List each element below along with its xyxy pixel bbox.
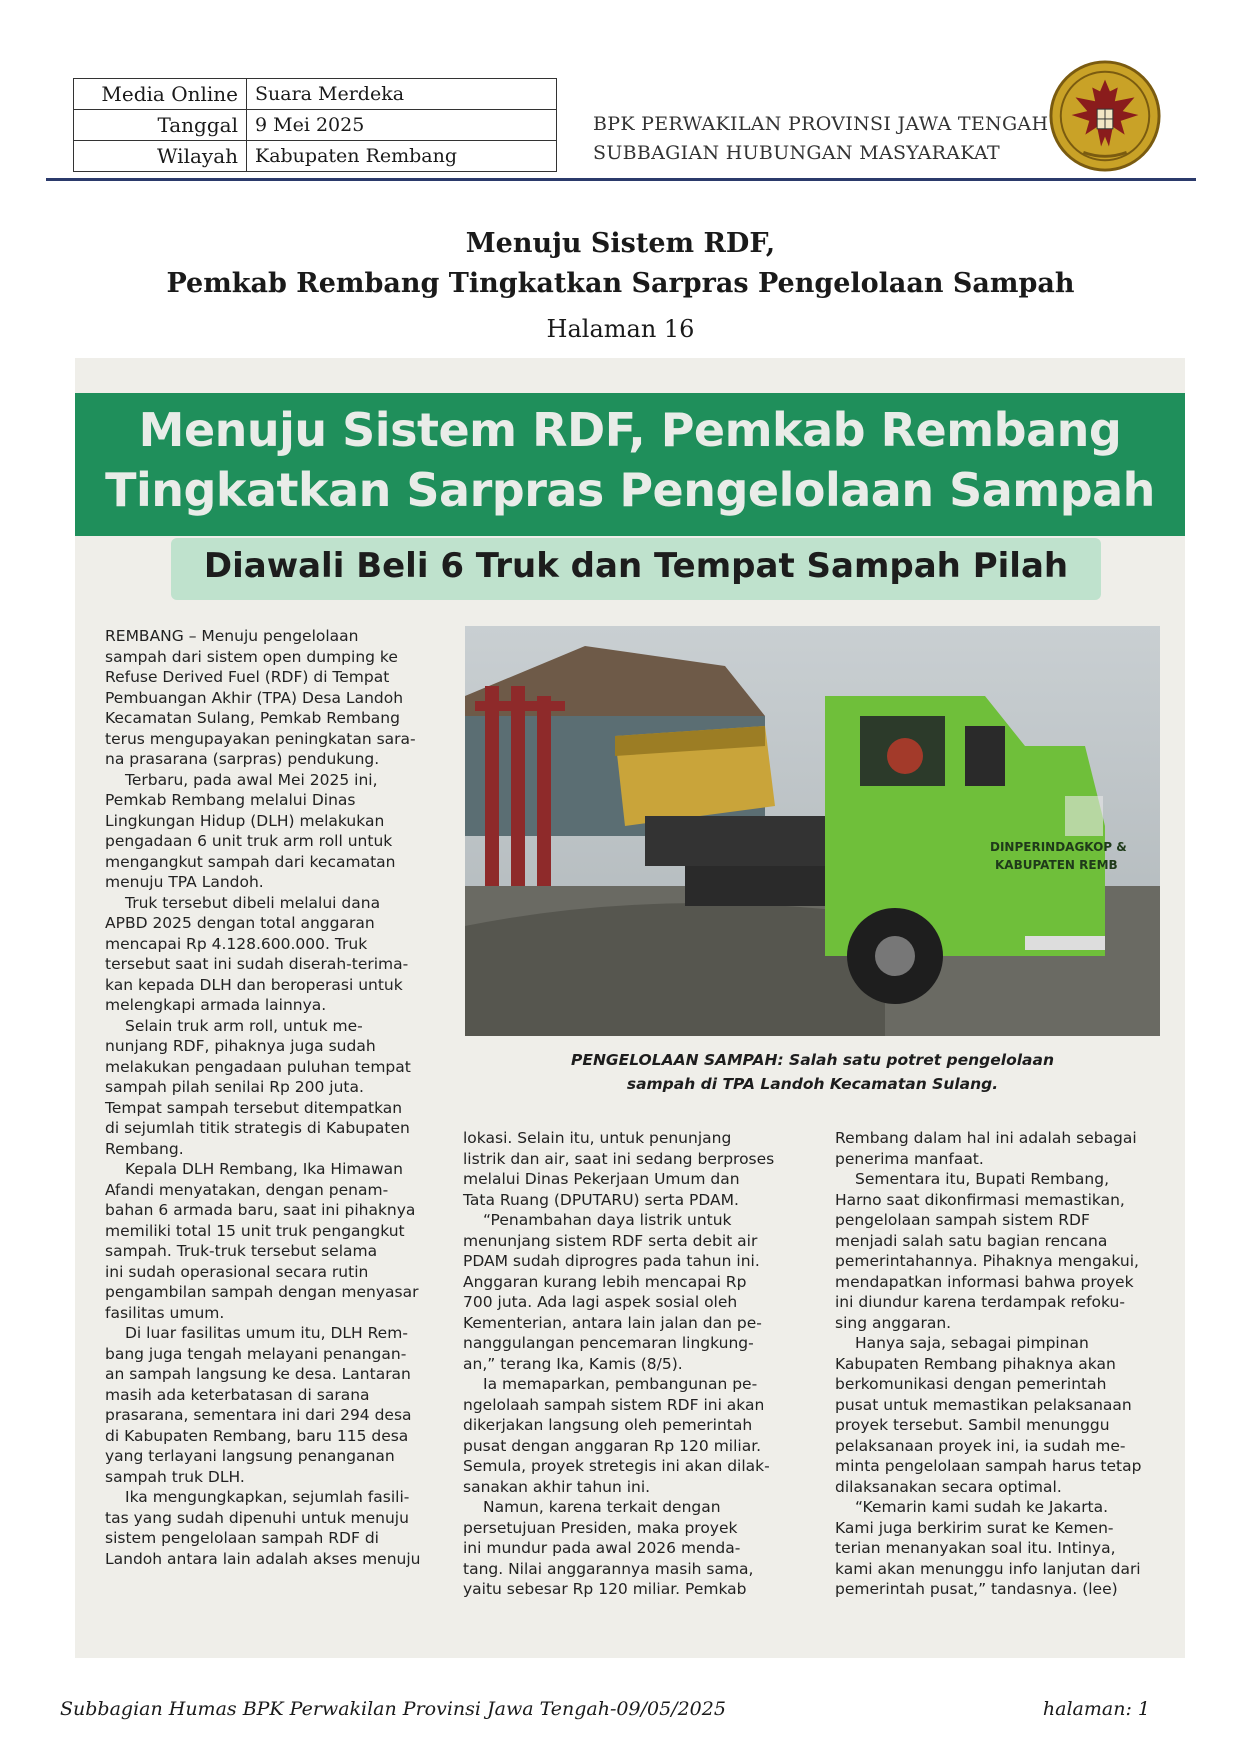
- header-divider: [46, 178, 1196, 181]
- garbage-truck-photo: [465, 626, 1160, 1036]
- subheadline: Diawali Beli 6 Truk dan Tempat Sampah Pilah: [203, 546, 1069, 586]
- banner-headline-line: Menuju Sistem RDF, Pemkab Rembang: [138, 403, 1122, 457]
- article-line: yaitu sebesar Rp 120 miliar. Pemkab: [463, 1580, 747, 1598]
- meta-label: Wilayah: [74, 141, 247, 172]
- article-line: Lingkungan Hidup (DLH) melakukan: [105, 811, 385, 830]
- article-line: “Penambahan daya listrik untuk: [483, 1211, 732, 1229]
- article-line: Kepala DLH Rembang, Ika Himawan: [125, 1160, 403, 1178]
- article-line: sistem pengelolaan sampah RDF di: [105, 1529, 379, 1547]
- org-line: SUBBAGIAN HUBUNGAN MASYARAKAT: [593, 142, 1000, 164]
- article-line: Semula, proyek stretegis ini akan dilak-: [463, 1457, 770, 1475]
- article-line: listrik dan air, saat ini sedang berproses: [463, 1149, 775, 1168]
- article-paragraph: [105, 770, 420, 893]
- article-line: Kami juga berkirim surat ke Kemen-: [835, 1518, 1114, 1537]
- article-line: sampah dari sistem open dumping ke: [105, 647, 398, 666]
- article-line: mendapatkan informasi bahwa proyek: [835, 1272, 1134, 1291]
- media-info-table: [73, 78, 557, 172]
- garuda-emblem-logo: [1046, 58, 1164, 174]
- article-line: na prasarana (sarpras) pendukung.: [105, 750, 380, 768]
- article-paragraph: [463, 1210, 774, 1374]
- article-line: ini mundur pada awal 2026 menda-: [463, 1539, 741, 1557]
- caption-line: sampah di TPA Landoh Kecamatan Sulang.: [626, 1075, 999, 1093]
- article-line: ini diundur karena terdampak refoku-: [835, 1293, 1125, 1311]
- article-line: Selain truk arm roll, untuk me-: [125, 1016, 363, 1035]
- article-line: Landoh antara lain adalah akses menuju: [105, 1549, 421, 1568]
- article-line: penerima manfaat.: [835, 1149, 984, 1168]
- article-line: menuju TPA Landoh.: [105, 873, 264, 891]
- article-paragraph: [105, 626, 420, 770]
- article-paragraph: [835, 1333, 1141, 1497]
- article-line: Kementerian, antara lain jalan dan pe-: [463, 1313, 762, 1332]
- article-line: kan kepada DLH dan beroperasi untuk: [105, 975, 403, 994]
- article-line: memiliki total 15 unit truk pengangkut: [105, 1221, 405, 1240]
- organization-name: [593, 110, 1048, 168]
- article-line: APBD 2025 dengan total anggaran: [105, 914, 375, 932]
- article-line: REMBANG – Menuju pengelolaan: [105, 627, 359, 645]
- document-title: [0, 224, 1241, 304]
- meta-label: Media Online: [74, 79, 247, 110]
- article-line: Truk tersebut dibeli melalui dana: [125, 893, 381, 912]
- meta-row: [74, 79, 557, 110]
- article-line: sanakan akhir tahun ini.: [463, 1477, 651, 1496]
- article-paragraph: [835, 1169, 1141, 1333]
- article-line: Rembang.: [105, 1139, 184, 1158]
- article-paragraph: [105, 1323, 420, 1487]
- article-line: Anggaran kurang lebih mencapai Rp: [463, 1272, 747, 1291]
- meta-value: Kabupaten Rembang: [247, 141, 557, 172]
- article-line: Pemkab Rembang melalui Dinas: [105, 791, 356, 809]
- article-line: dilaksanakan secara optimal.: [835, 1477, 1062, 1496]
- banner-headline-line: Tingkatkan Sarpras Pengelolaan Sampah: [105, 463, 1155, 517]
- article-line: Tata Ruang (DPUTARU) serta PDAM.: [463, 1190, 739, 1209]
- article-line: Afandi menyatakan, dengan penam-: [105, 1180, 389, 1199]
- article-paragraph: [463, 1497, 774, 1600]
- article-line: masih ada keterbatasan di sarana: [105, 1385, 370, 1404]
- article-line: melakukan pengadaan puluhan tempat: [105, 1057, 411, 1076]
- article-paragraph: [463, 1128, 774, 1210]
- article-line: Kabupaten Rembang pihaknya akan: [835, 1354, 1116, 1373]
- article-line: terus mengupayakan peningkatan sara-: [105, 729, 416, 748]
- article-line: sampah truk DLH.: [105, 1467, 245, 1486]
- article-line: nunjang RDF, pihaknya juga sudah: [105, 1037, 376, 1055]
- article-line: Rembang dalam hal ini adalah sebagai: [835, 1129, 1137, 1147]
- article-line: di Kabupaten Rembang, baru 115 desa: [105, 1426, 409, 1445]
- article-line: an,” terang Ika, Kamis (8/5).: [463, 1354, 683, 1373]
- article-line: pusat dengan anggaran Rp 120 miliar.: [463, 1436, 762, 1455]
- article-line: pengadaan 6 unit truk arm roll untuk: [105, 832, 393, 850]
- caption-line: PENGELOLAAN SAMPAH: Salah satu potret pengelolaan: [571, 1051, 1054, 1069]
- article-line: menunjang sistem RDF serta debit air: [463, 1231, 758, 1250]
- article-line: sampah pilah senilai Rp 200 juta.: [105, 1078, 364, 1096]
- meta-value: Suara Merdeka: [247, 79, 557, 110]
- article-line: minta pengelolaan sampah harus tetap: [835, 1457, 1142, 1475]
- meta-label: Tanggal: [74, 110, 247, 141]
- article-line: Ika mengungkapkan, sejumlah fasili-: [125, 1488, 410, 1506]
- footer-source: Subbagian Humas BPK Perwakilan Provinsi Jawa Tengah-09/05/2025: [60, 1698, 726, 1720]
- article-line: kami akan menunggu info lanjutan dari: [835, 1559, 1141, 1578]
- article-paragraph: [105, 1487, 420, 1569]
- article-paragraph: [463, 1374, 774, 1497]
- truck-door-text: DINPERINDAGKOP &: [990, 840, 1127, 854]
- photo-caption: [465, 1048, 1160, 1096]
- article-line: persetujuan Presiden, maka proyek: [463, 1518, 738, 1537]
- newspaper-clipping: [75, 358, 1185, 1658]
- article-line: bang juga tengah melayani penangan-: [105, 1344, 407, 1363]
- article-line: “Kemarin kami sudah ke Jakarta.: [855, 1498, 1109, 1516]
- article-column-3: [835, 1128, 1141, 1600]
- title-line: Pemkab Rembang Tingkatkan Sarpras Pengelolaan Sampah: [166, 268, 1075, 299]
- subheadline-box: [171, 538, 1101, 600]
- article-line: Pembuangan Akhir (TPA) Desa Landoh: [105, 688, 404, 707]
- article-paragraph: [105, 893, 420, 1016]
- article-line: Tempat sampah tersebut ditempatkan: [105, 1098, 403, 1117]
- article-line: sampah. Truk-truk tersebut selama: [105, 1242, 378, 1260]
- article-line: mencapai Rp 4.128.600.000. Truk: [105, 934, 368, 953]
- article-line: melalui Dinas Pekerjaan Umum dan: [463, 1170, 740, 1188]
- article-line: Kecamatan Sulang, Pemkab Rembang: [105, 709, 400, 727]
- headline-banner: [75, 393, 1185, 536]
- article-paragraph: [835, 1497, 1141, 1600]
- meta-value: 9 Mei 2025: [247, 110, 557, 141]
- article-line: Ia memaparkan, pembangunan pe-: [483, 1375, 758, 1393]
- article-line: pengambilan sampah dengan menyasar: [105, 1283, 419, 1301]
- article-paragraph: [105, 1016, 420, 1160]
- article-line: pemerintahannya. Pihaknya mengakui,: [835, 1252, 1139, 1270]
- article-line: yang terlayani langsung penanganan: [105, 1447, 395, 1465]
- footer-page-number: halaman: 1: [1042, 1698, 1150, 1720]
- truck-door-text: KABUPATEN REMB: [995, 858, 1118, 872]
- article-line: melengkapi armada lainnya.: [105, 996, 327, 1014]
- org-line: BPK PERWAKILAN PROVINSI JAWA TENGAH: [593, 113, 1049, 135]
- article-line: pelaksanaan proyek ini, ia sudah me-: [835, 1436, 1126, 1455]
- article-line: Hanya saja, sebagai pimpinan: [855, 1334, 1089, 1352]
- article-line: Sementara itu, Bupati Rembang,: [855, 1170, 1110, 1188]
- article-line: di sejumlah titik strategis di Kabupaten: [105, 1119, 410, 1137]
- article-line: Namun, karena terkait dengan: [483, 1498, 721, 1516]
- article-line: pengelolaan sampah sistem RDF: [835, 1211, 1090, 1229]
- page-reference: Halaman 16: [546, 315, 695, 343]
- article-paragraph: [835, 1128, 1141, 1169]
- article-line: dikerjakan langsung oleh pemerintah: [463, 1416, 753, 1434]
- article-line: an sampah langsung ke desa. Lantaran: [105, 1365, 411, 1383]
- article-line: Harno saat dikonfirmasi memastikan,: [835, 1190, 1125, 1209]
- article-line: tas yang sudah dipenuhi untuk menuju: [105, 1508, 409, 1527]
- article-line: ini sudah operasional secara rutin: [105, 1262, 369, 1281]
- article-column-1: [105, 626, 420, 1569]
- article-line: Refuse Derived Fuel (RDF) di Tempat: [105, 668, 390, 686]
- article-line: tang. Nilai anggarannya masih sama,: [463, 1559, 754, 1578]
- article-line: menjadi salah satu bagian rencana: [835, 1231, 1108, 1250]
- article-line: ngelolaah sampah sistem RDF ini akan: [463, 1395, 765, 1414]
- article-line: bahan 6 armada baru, saat ini pihaknya: [105, 1201, 416, 1219]
- article-line: pusat untuk memastikan pelaksanaan: [835, 1395, 1132, 1414]
- article-line: mengangkut sampah dari kecamatan: [105, 852, 396, 871]
- article-line: terian menanyakan soal itu. Intinya,: [835, 1539, 1116, 1557]
- article-line: sing anggaran.: [835, 1313, 952, 1332]
- article-line: tersebut saat ini sudah diserah-terima-: [105, 955, 409, 973]
- meta-row: [74, 110, 557, 141]
- article-paragraph: [105, 1159, 420, 1323]
- article-line: Di luar fasilitas umum itu, DLH Rem-: [125, 1324, 408, 1342]
- article-line: pemerintah pusat,” tandasnya. (lee): [835, 1580, 1118, 1598]
- article-line: nanggulangan pencemaran lingkung-: [463, 1334, 754, 1352]
- article-line: Terbaru, pada awal Mei 2025 ini,: [125, 770, 378, 789]
- article-line: prasarana, sementara ini dari 294 desa: [105, 1406, 412, 1424]
- article-line: berkomunikasi dengan pemerintah: [835, 1375, 1107, 1393]
- article-line: fasilitas umum.: [105, 1303, 225, 1322]
- title-line: Menuju Sistem RDF,: [465, 228, 776, 259]
- meta-row: [74, 141, 557, 172]
- article-column-2: [463, 1128, 774, 1600]
- article-line: lokasi. Selain itu, untuk penunjang: [463, 1129, 732, 1147]
- article-line: PDAM sudah diprogres pada tahun ini.: [463, 1252, 760, 1270]
- article-line: proyek tersebut. Sambil menunggu: [835, 1416, 1110, 1434]
- article-line: 700 juta. Ada lagi aspek sosial oleh: [463, 1293, 738, 1311]
